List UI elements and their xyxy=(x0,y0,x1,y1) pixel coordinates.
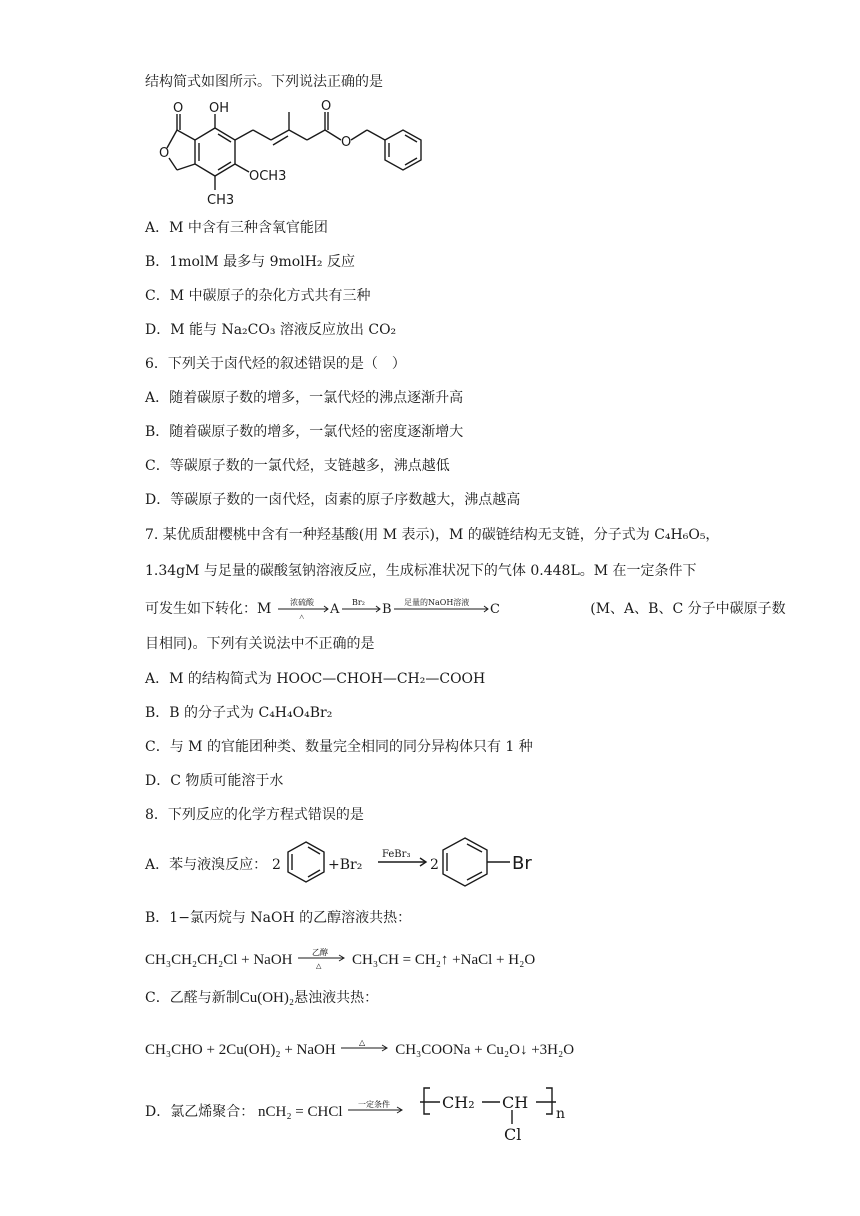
mol-och3-label: OCH3 xyxy=(249,169,287,184)
q8-a-catalyst: FeBr₃ xyxy=(382,849,411,860)
q6-option-a: A．随着碳原子数的增多，一氯代烃的沸点逐渐升高 xyxy=(145,390,464,406)
q6-option-c: C．等碳原子数的一氯代烃，支链越多，沸点越低 xyxy=(145,458,450,474)
mol-ester-o-label: O xyxy=(321,100,332,114)
q5-option-c: C．M 中碳原子的杂化方式共有三种 xyxy=(145,288,371,304)
q8-option-c-equation xyxy=(145,1036,574,1060)
mol-ester-o2-label: O xyxy=(341,135,352,150)
q8-option-b-equation xyxy=(145,946,535,970)
q6-option-b: B．随着碳原子数的增多，一氯代烃的密度逐渐增大 xyxy=(145,424,464,440)
mol-ring-o-label: O xyxy=(159,146,170,161)
molecule-structure xyxy=(145,100,435,210)
q8-c-arrow xyxy=(339,1036,391,1060)
q8-c-label-pre: C．乙醛与新制 xyxy=(145,990,240,1006)
q8-d-left: nCH₂ = CHCl xyxy=(257,1104,343,1120)
q8-a-coef1: 2 xyxy=(272,857,281,873)
q7-mid-b: B xyxy=(381,602,392,617)
pvc-n: n xyxy=(556,1106,566,1122)
q7-stem-line4: 目相同)。下列有关说法中不正确的是 xyxy=(145,636,375,652)
q7-stem-line1: 7. 某优质甜樱桃中含有一种羟基酸(用 M 表示)，M 的碳链结构无支链，分子式为 C₄H₆O₅， xyxy=(145,527,720,543)
benzene-ring-1 xyxy=(288,842,324,882)
pvc-ch: CH xyxy=(502,1093,529,1112)
q8-c-left: CH₃CHO + 2Cu(OH)₂ + NaOH xyxy=(145,1042,336,1058)
q8-d-label: D．氯乙烯聚合： xyxy=(145,1104,255,1120)
q8-d-cond-top: 一定条件 xyxy=(358,1100,391,1109)
q8-b-arrow xyxy=(296,946,348,970)
q8-b-right: CH₃CH = CH₂↑ +NaCl + H₂O xyxy=(352,952,536,968)
pvc-cl: Cl xyxy=(504,1125,522,1144)
q5-stem: 结构简式如图所示。下列说法正确的是 xyxy=(145,74,383,90)
q7-option-d: D．C 物质可能溶于水 xyxy=(145,773,284,789)
pvc-ch2: CH₂ xyxy=(442,1093,475,1112)
q7-mid-a: A xyxy=(329,602,340,617)
mol-carbonyl-o-label: O xyxy=(173,101,184,116)
q8-option-a-equation xyxy=(270,832,550,892)
q8-a-plus-br2: +Br₂ xyxy=(328,857,363,873)
q8-c-label-post: 悬浊液共热： xyxy=(294,990,379,1006)
q8-option-b-label: B．1−氯丙烷与 NaOH 的乙醇溶液共热： xyxy=(145,910,412,926)
q7-arrow3-top: 足量的NaOH溶液 xyxy=(403,598,470,607)
q7-arrow2-top: Br₂ xyxy=(351,598,365,607)
q6-stem: 6．下列关于卤代烃的叙述错误的是（ ） xyxy=(145,356,406,372)
q7-option-b: B．B 的分子式为 C₄H₄O₄Br₂ xyxy=(145,705,333,721)
benzene-ring-2 xyxy=(443,838,487,886)
q7-line3-pre: 可发生如下转化：M xyxy=(145,601,272,617)
q7-option-c: C．与 M 的官能团种类、数量完全相同的同分异构体只有 1 种 xyxy=(145,739,533,755)
q5-option-d: D．M 能与 Na₂CO₃ 溶液反应放出 CO₂ xyxy=(145,322,397,338)
q8-c-cond-top: △ xyxy=(359,1038,366,1047)
q5-option-a: A．M 中含有三种含氧官能团 xyxy=(145,220,328,236)
q8-c-label-formula: Cu(OH)₂ xyxy=(239,990,295,1006)
q8-d-arrow xyxy=(346,1098,406,1122)
q7-arrow1-top: 浓硫酸 xyxy=(289,598,314,607)
q8-c-right: CH₃COONa + Cu₂O↓ +3H₂O xyxy=(395,1042,575,1058)
q8-stem: 8．下列反应的化学方程式错误的是 xyxy=(145,807,364,823)
q5-option-b: B．1molM 最多与 9molH₂ 反应 xyxy=(145,254,355,270)
q7-stem-line2: 1.34gM 与足量的碳酸氢钠溶液反应，生成标准状况下的气体 0.448L。M 在一定条件下 xyxy=(145,563,697,579)
q7-line3-post: (M、A、B、C 分子中碳原子数 xyxy=(590,601,786,617)
q8-option-a-label: A．苯与液溴反应： xyxy=(145,857,268,873)
q8-a-br: Br xyxy=(512,853,532,874)
q7-option-a: A．M 的结构简式为 HOOC—CHOH—CH₂—COOH xyxy=(145,671,486,687)
q8-b-left: CH₃CH₂CH₂Cl + NaOH xyxy=(145,952,293,968)
q8-a-coef2: 2 xyxy=(430,857,439,873)
q8-option-c-label xyxy=(145,988,378,1008)
polyvinyl-chloride-structure xyxy=(418,1080,568,1144)
mol-ch3-label: CH3 xyxy=(207,193,235,208)
q7-stem-line3 xyxy=(145,597,786,619)
q7-arrow1-bot: △ xyxy=(298,613,305,619)
q7-mid-c: C xyxy=(489,602,500,617)
q8-b-cond-top: 乙醇 xyxy=(312,948,329,957)
mol-oh-label: OH xyxy=(209,101,230,116)
q8-b-cond-bot: △ xyxy=(316,962,322,970)
q8-option-d-equation xyxy=(145,1098,406,1122)
q7-conversion-scheme xyxy=(276,597,586,619)
q6-option-d: D．等碳原子数的一卤代烃，卤素的原子序数越大，沸点越高 xyxy=(145,492,521,508)
